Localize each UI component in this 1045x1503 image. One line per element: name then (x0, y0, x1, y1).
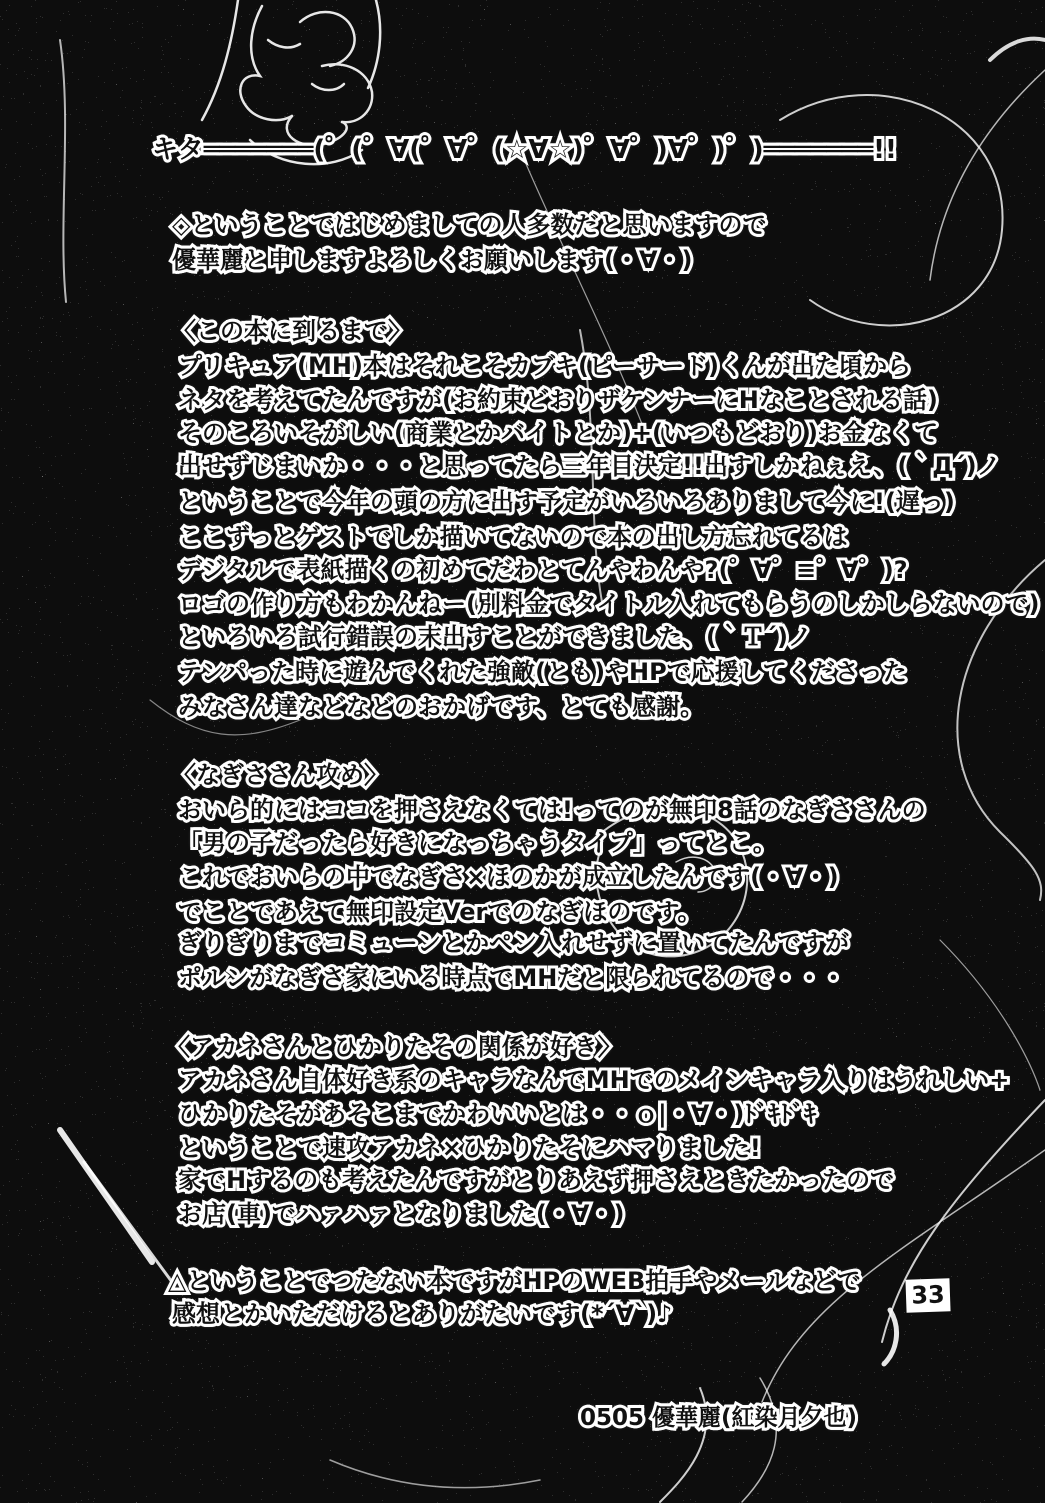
intro-line: 優華麗と申しますよろしくお願いします(・∀・) (172, 246, 693, 274)
text-line: といろいろ試行錯誤の末出すことができました、(｀Ｔ´)ノ (178, 623, 812, 651)
text-line: 家でHするのも考えたんですがとりあえず押さえときたかったので (178, 1166, 895, 1194)
text-line: プリキュア(MH)本はそれこそカブキ(ピーサード)くんが出た頃から (178, 352, 911, 380)
text-line: これでおいらの中でなぎさ×ほのかが成立したんです(・∀・) (178, 863, 839, 891)
text-line: 「男の子だったら好きになっちゃうタイプ」ってとこ。 (178, 829, 777, 857)
text-line: そのころいそがしい(商業とかバイトとか)+(いつもどおり)お金なくて (178, 419, 938, 447)
closing-line: 感想とかいただけるとありがたいです(*´∀`)♪ (172, 1300, 673, 1328)
text-line: デジタルで表紙描くの初めてだわとてんやわんや?(゜∀゜≡゜∀゜)? (178, 556, 908, 584)
text-line: 出せずじまいか・・・と思ってたら三年目決定!!出すしかねぇえ、(｀Д´)ノ (178, 452, 1001, 480)
section-heading-akane-hikari: 〈アカネさんとひかりたその関係が好き〉 (166, 1033, 622, 1061)
text-line: お店(車)でハァハァとなりました(・∀・) (178, 1200, 625, 1228)
text-line: おいら的にはココを押さえなくては!ってのが無印8話のなぎささんの (178, 796, 926, 824)
text-line: ひかりたそがあそこまでかわいいとは・・ｏ|・∀・)ﾄﾞｷﾄﾞｷ (178, 1100, 817, 1128)
section-heading-road-to-this-book: 〈この本に到るまで〉 (172, 317, 412, 345)
section-heading-nagisa-seme: 〈なぎささん攻め〉 (172, 761, 388, 789)
closing-line: △ということでつたない本ですがHPのWEB拍手やメールなどで (168, 1267, 861, 1295)
text-line: ぎりぎりまでコミューンとかペン入れせずに置いてたんですが (178, 929, 850, 957)
text-line: ネタを考えてたんですが(お約束どおりザケンナーにHなことされる話) (178, 386, 938, 414)
text-line: みなさん達などなどのおかげです、とても感謝。 (178, 693, 705, 721)
text-line: ということで今年の頭の方に出す予定がいろいろありまして今に!(遅っ) (178, 488, 955, 516)
text-line: ポルンがなぎさ家にいる時点でMHだと限られてるので・・・ (178, 964, 846, 992)
credit-footer: 0505 優華麗(紅染月夕也) (580, 1405, 858, 1431)
text-line: ということで速攻アカネ×ひかりたそにハマりました! (178, 1134, 761, 1162)
intro-line: ◇ということではじめましての人多数だと思いますので (172, 211, 767, 239)
text-line: アカネさん自体好き系のキャラなんでMHでのメインキャラ入りはうれしい+ (178, 1066, 1010, 1094)
kita-banner-heading: キタ═══════(゜(゜∀(゜∀゜(☆∀☆)゜∀゜)∀゜)゜)═══════!! (152, 135, 897, 165)
text-line: テンパった時に遊んでくれた強敵(とも)やHPで応援してくださった (178, 658, 907, 686)
text-line: ロゴの作り方もわかんねー(別料金でタイトル入れてもらうのしかしらないので) (178, 590, 1040, 618)
page-number-badge: 33 (905, 1278, 950, 1313)
text-line: でことであえて無印設定Verでのなぎほのです。 (178, 898, 702, 926)
text-line: ここずっとゲストでしか描いてないので本の出し方忘れてるは (178, 523, 848, 551)
